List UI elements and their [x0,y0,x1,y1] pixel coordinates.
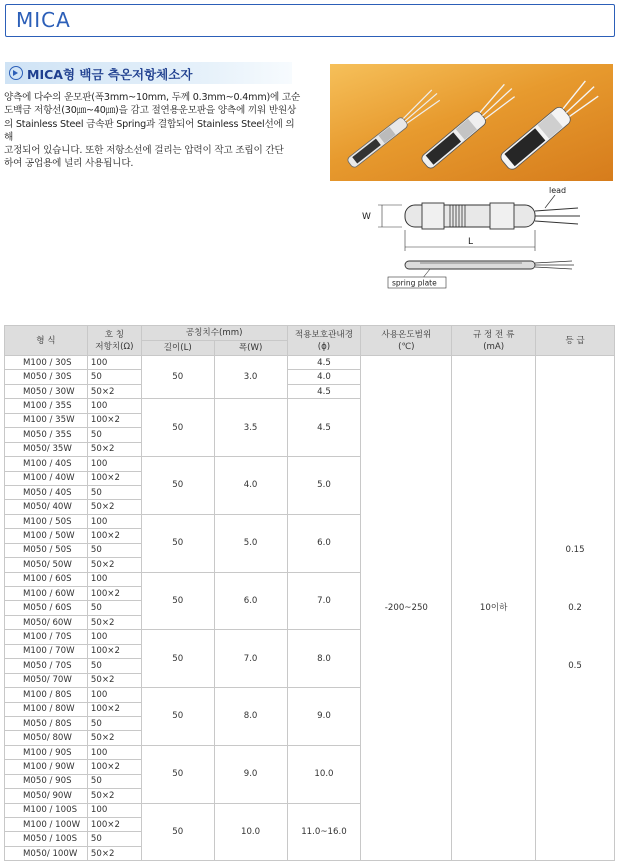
cell-resistance: 50×2 [87,673,141,687]
cell-model: M100 / 70S [5,630,88,644]
cell-resistance: 100 [87,572,141,586]
cell-resistance: 50 [87,659,141,673]
cell-model: M050 / 80S [5,716,88,730]
cell-resistance: 50×2 [87,558,141,572]
cell-width: 3.5 [214,399,287,457]
cell-resistance: 100×2 [87,818,141,832]
cell-model: M050 / 30W [5,384,88,398]
cell-resistance: 50×2 [87,615,141,629]
page-title-box [5,4,615,37]
grade-value: 0.5 [568,661,582,672]
cell-model: M100 / 60W [5,587,88,601]
cell-model: M050 / 30S [5,370,88,384]
cell-model: M050 / 40S [5,485,88,499]
cell-model: M100 / 70W [5,644,88,658]
cell-resistance: 50 [87,485,141,499]
cell-resistance: 50×2 [87,442,141,456]
cell-model: M050/ 80W [5,731,88,745]
header-width: 폭(W) [214,341,287,356]
cell-model: M100 / 50S [5,514,88,528]
spec-table [4,325,615,861]
cell-temp-range: -200~250 [361,356,452,861]
cell-length: 50 [141,688,214,746]
cell-resistance: 100 [87,745,141,759]
cell-length: 50 [141,356,214,399]
cell-resistance: 50 [87,601,141,615]
cell-length: 50 [141,399,214,457]
cell-tube: 9.0 [287,688,361,746]
cell-model: M100 / 35S [5,399,88,413]
cell-model: M050/ 35W [5,442,88,456]
cell-resistance: 100 [87,630,141,644]
description-line: 고정되어 있습니다. 또한 저항소선에 걸리는 압력이 작고 조립이 간단 [4,145,284,157]
cell-width: 5.0 [214,514,287,572]
cell-resistance: 100×2 [87,702,141,716]
cell-resistance: 100 [87,356,141,370]
cell-resistance: 50 [87,428,141,442]
cell-model: M100 / 40W [5,471,88,485]
grade-value: 0.15 [565,545,585,556]
cell-model: M100 / 90S [5,745,88,759]
label-spring-plate: spring plate [392,278,437,288]
cell-resistance: 100×2 [87,587,141,601]
cell-resistance: 100×2 [87,529,141,543]
cell-resistance: 100 [87,457,141,471]
cell-model: M050/ 100W [5,846,88,860]
cell-resistance: 100 [87,803,141,817]
cell-model: M100 / 90W [5,760,88,774]
description-line: 도백금 저항선(30㎛~40㎛)을 감고 절연용운모판을 양측에 끼워 반원상 [4,105,297,117]
cell-resistance: 100×2 [87,471,141,485]
cell-model: M050 / 35S [5,428,88,442]
cell-length: 50 [141,457,214,515]
cell-width: 9.0 [214,745,287,803]
product-photo [330,64,613,181]
cell-model: M100 / 80S [5,688,88,702]
cell-model: M100 / 40S [5,457,88,471]
cell-tube: 7.0 [287,572,361,630]
cell-resistance: 100×2 [87,413,141,427]
header-current: 규 정 전 류 (mA) [452,326,536,356]
cell-resistance: 100×2 [87,644,141,658]
cell-model: M100 / 100W [5,818,88,832]
cell-resistance: 50×2 [87,500,141,514]
label-lead: lead [549,186,567,195]
cell-resistance: 50 [87,543,141,557]
cell-model: M050/ 70W [5,673,88,687]
cell-resistance: 50 [87,370,141,384]
cell-model: M100 / 30S [5,356,88,370]
cell-model: M100 / 35W [5,413,88,427]
cell-model: M100 / 60S [5,572,88,586]
cell-tube: 6.0 [287,514,361,572]
cell-length: 50 [141,572,214,630]
cell-model: M050 / 90S [5,774,88,788]
header-grade: 등 급 [536,326,615,356]
product-photo-illustration [330,64,613,181]
cell-length: 50 [141,803,214,861]
cell-width: 7.0 [214,630,287,688]
cell-model: M100 / 100S [5,803,88,817]
cell-resistance: 50 [87,716,141,730]
cell-width: 8.0 [214,688,287,746]
cell-tube: 8.0 [287,630,361,688]
grade-value: 0.2 [568,603,582,614]
cell-model: M050/ 40W [5,500,88,514]
cell-model: M050/ 90W [5,789,88,803]
dimension-drawing-svg [350,184,615,292]
section-heading: MICA형 백금 측온저항체소자 [27,67,193,82]
cell-resistance: 50 [87,832,141,846]
cell-model: M050 / 50S [5,543,88,557]
table-row [5,356,615,370]
cell-length: 50 [141,745,214,803]
cell-width: 6.0 [214,572,287,630]
arrow-circle-icon [9,66,23,80]
cell-tube: 4.5 [287,384,361,398]
cell-resistance: 50×2 [87,789,141,803]
cell-resistance: 50×2 [87,846,141,860]
header-resistance: 호 칭 저항치(Ω) [87,326,141,356]
cell-tube: 11.0~16.0 [287,803,361,861]
cell-current: 10이하 [452,356,536,861]
cell-model: M050/ 50W [5,558,88,572]
cell-tube: 5.0 [287,457,361,515]
cell-tube: 4.5 [287,356,361,370]
lead-wires [535,208,580,224]
header-dimension: 공칭치수(mm) [141,326,287,341]
cell-tube: 4.0 [287,370,361,384]
cell-model: M050 / 60S [5,601,88,615]
cell-tube: 10.0 [287,745,361,803]
cell-width: 3.0 [214,356,287,399]
spec-table-body [5,356,615,861]
cell-model: M100 / 50W [5,529,88,543]
cell-resistance: 100×2 [87,760,141,774]
description-line: 양측에 다수의 운모판(폭3mm~10mm, 두께 0.3mm~0.4mm)에 고순 [4,92,301,103]
cell-length: 50 [141,630,214,688]
cell-model: M050 / 70S [5,659,88,673]
cell-resistance: 50 [87,774,141,788]
header-temp: 사용온도범위 (℃) [361,326,452,356]
cell-resistance: 100 [87,514,141,528]
header-model: 형 식 [5,326,88,356]
cell-length: 50 [141,514,214,572]
cell-width: 4.0 [214,457,287,515]
cell-width: 10.0 [214,803,287,861]
element-side-view [405,261,535,269]
dimension-drawing [350,184,615,292]
cell-resistance: 100 [87,688,141,702]
header-tube: 적용보호관내경 (ϕ) [287,326,361,356]
cell-model: M100 / 80W [5,702,88,716]
cell-resistance: 100 [87,399,141,413]
header-length: 길이(L) [141,341,214,356]
cell-model: M050/ 60W [5,615,88,629]
cell-model: M050 / 100S [5,832,88,846]
section-heading-bar [5,62,292,84]
description-line: 의 Stainless Steel 금속판 Spring과 결합되어 Stainless Steel선에 의해 [4,118,295,143]
section-description [4,91,302,171]
cell-resistance: 50×2 [87,384,141,398]
cell-tube: 4.5 [287,399,361,457]
cell-grade [536,356,615,861]
label-l: L [468,237,474,247]
label-w: W [362,212,371,222]
page-title: MICA [16,8,71,32]
description-line: 하여 공업용에 널리 사용됩니다. [4,158,134,170]
cell-resistance: 50×2 [87,731,141,745]
